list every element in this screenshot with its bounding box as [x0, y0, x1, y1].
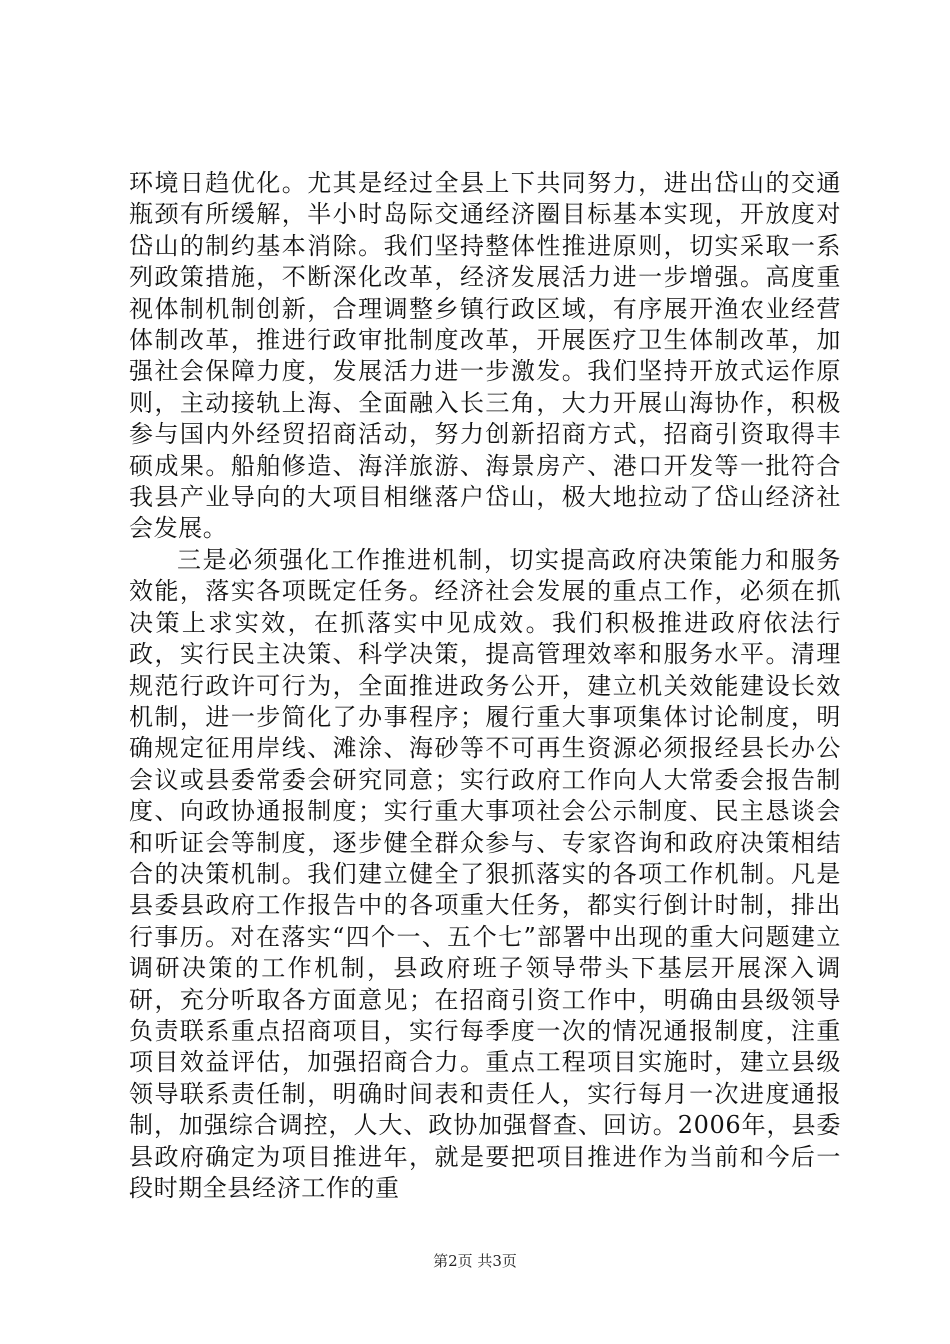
document-body: [129, 168, 841, 1204]
paragraph-continued: 环境日趋优化。尤其是经过全县上下共同努力，进出岱山的交通瓶颈有所缓解，半小时岛际交通经济圈目标基本实现，开放度对岱山的制约基本消除。我们坚持整体性推进原则，切实采取一系列政策措施，不断深化改革，经济发展活力进一步增强。高度重视体制机制创新，合理调整乡镇行政区域，有序展开渔农业经营体制改革，推进行政审批制度改革，开展医疗卫生体制改革，加强社会保障力度，发展活力进一步激发。我们坚持开放式运作原则，主动接轨上海、全面融入长三角，大力开展山海协作，积极参与国内外经贸招商活动，努力创新招商方式，招商引资取得丰硕成果。船舶修造、海洋旅游、海景房产、港口开发等一批符合我县产业导向的大项目相继落户岱山，极大地拉动了岱山经济社会发展。: [129, 169, 841, 543]
page-number-footer: 第2页 共3页: [433, 1252, 517, 1270]
paragraph-mechanism: 三是必须强化工作推进机制，切实提高政府决策能力和服务效能，落实各项既定任务。经济社会发展的重点工作，必须在抓决策上求实效，在抓落实中见成效。我们积极推进政府依法行政，实行民主决策、科学决策，提高管理效率和服务水平。清理规范行政许可行为，全面推进政务公开，建立机关效能建设长效机制，进一步简化了办事程序；履行重大事项集体讨论制度，明确规定征用岸线、滩涂、海砂等不可再生资源必须报经县长办公会议或县委常委会研究同意；实行政府工作向人大常委会报告制度、向政协通报制度；实行重大事项社会公示制度、民主恳谈会和听证会等制度，逐步健全群众参与、专家咨询和政府决策相结合的决策机制。我们建立健全了狠抓落实的各项工作机制。凡是县委县政府工作报告中的各项重大任务，都实行倒计时制，排出行事历。对在落实“四个一、五个七”部署中出现的重大问题建立调研决策的工作机制，县政府班子领导带头下基层开展深入调研，充分听取各方面意见；在招商引资工作中，明确由县级领导负责联系重点招商项目，实行每季度一次的情况通报制度，注重项目效益评估，加强招商合力。重点工程项目实施时，建立县级领导联系责任制，明确时间表和责任人，实行每月一次进度通报制，加强综合调控，人大、政协加强督查、回访。2006年，县委县政府确定为项目推进年，就是要把项目推进作为当前和今后一段时期全县经济工作的重: [129, 545, 841, 1202]
